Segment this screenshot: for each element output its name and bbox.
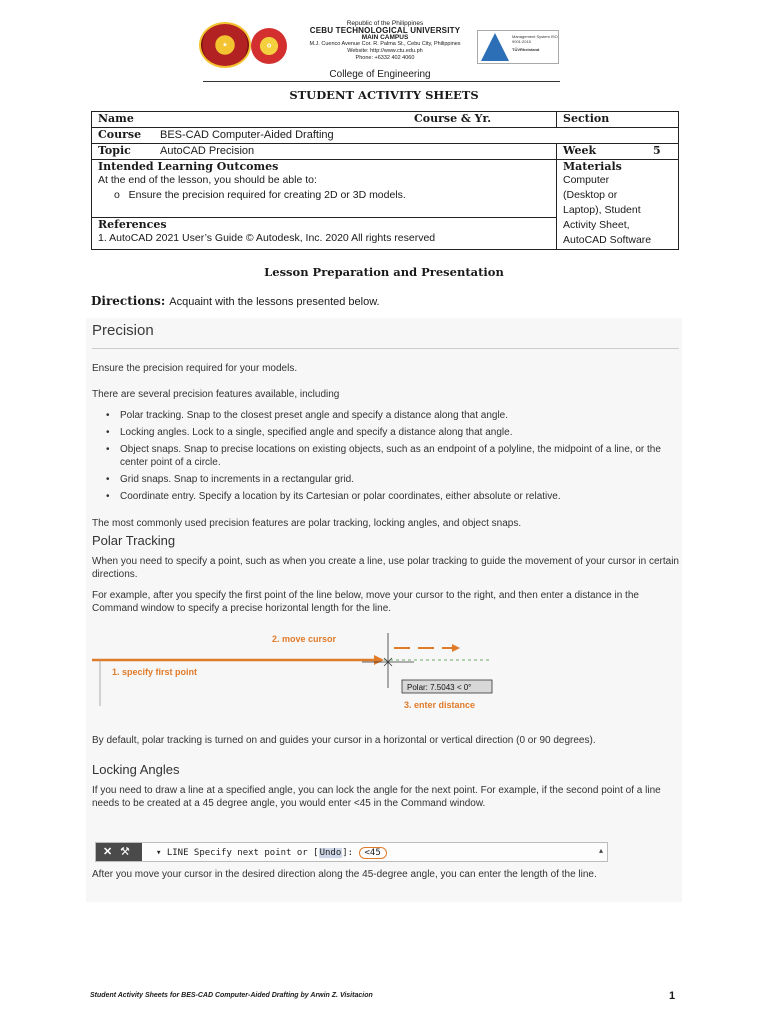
ilo-cell: [92, 160, 557, 218]
topic-row: [92, 144, 557, 160]
polar-tracking-heading: Polar Tracking: [92, 533, 176, 548]
course-label: Course: [98, 128, 142, 141]
directions-label: Directions:: [91, 294, 166, 308]
command-prompt[interactable]: [156, 847, 387, 859]
course-row: [92, 128, 678, 144]
heading-divider: [92, 348, 679, 349]
university-header: [290, 20, 480, 62]
republic-line: Republic of the Philippines: [346, 20, 424, 27]
ilo-item-text: Ensure the precision required for creating 2D or 3D models.: [128, 189, 406, 201]
address-line: M.J. Cuenco Avenue Cor. R. Palma St., Cebu City, Philippines: [309, 41, 461, 47]
list-item: • Object snaps. Snap to precise locations on existing objects, such as an endpoint of a polyline, the midpoint of a line, or the center point of a circle.: [106, 443, 676, 469]
command-suffix: ]:: [342, 848, 354, 858]
website-line: Website: http://www.ctu.edu.ph: [347, 48, 423, 54]
materials-line: (Desktop or: [563, 189, 618, 201]
locking-paragraph-2: After you move your cursor in the desired direction along the 45-degree angle, you can enter the length of the line.: [92, 869, 597, 880]
scroll-up-icon[interactable]: ▴: [598, 846, 603, 855]
precision-features-list: [106, 409, 676, 507]
wrench-icon[interactable]: ⚒: [120, 846, 130, 858]
list-item: • Grid snaps. Snap to increments in a rectangular grid.: [106, 473, 676, 486]
week-cell: [557, 144, 678, 160]
ilo-item: [98, 188, 556, 203]
materials-label: Materials: [563, 160, 622, 173]
ilo-marker: o: [114, 189, 120, 201]
materials-line: AutoCAD Software: [563, 234, 652, 246]
lesson-title: Lesson Preparation and Presentation: [264, 265, 504, 279]
autocad-command-line: [95, 842, 608, 862]
command-prefix: ▾ LINE Specify next point or [: [156, 848, 319, 858]
week-label: Week: [563, 144, 597, 157]
polar-paragraph-3: By default, polar tracking is turned on and guides your cursor in a horizontal or vertical direction (0 or 90 degrees).: [92, 735, 596, 746]
name-label: Name: [98, 112, 134, 125]
ilo-intro: At the end of the lesson, you should be able to:: [98, 174, 317, 186]
common-features-paragraph: The most commonly used precision features are polar tracking, locking angles, and object snaps.: [92, 518, 522, 529]
university-name: CEBU TECHNOLOGICAL UNIVERSITY: [309, 26, 461, 35]
materials-line: Computer: [563, 174, 610, 186]
close-icon[interactable]: ✕: [103, 846, 113, 858]
references-label: References: [98, 218, 167, 231]
ctu-seal-logo: ★: [199, 22, 251, 68]
page-footer-text: Student Activity Sheets for BES-CAD Computer-Aided Drafting by Arwin Z. Visitacion: [90, 992, 373, 999]
dash-arrow-head: [452, 644, 460, 652]
college-name: College of Engineering: [329, 69, 431, 80]
phone-line: Phone: +6332 402 4060: [355, 55, 415, 61]
materials-line: Activity Sheet,: [563, 219, 630, 231]
list-item: • Coordinate entry. Specify a location by its Cartesian or polar coordinates, either absolute or relative.: [106, 490, 676, 503]
name-row: [92, 112, 557, 128]
ilo-label: Intended Learning Outcomes: [98, 160, 279, 173]
intro-paragraph-2: There are several precision features available, including: [92, 389, 340, 400]
locking-paragraph-1: If you need to draw a line at a specified angle, you can lock the angle for the next point. For example, if the second point of a line needs to be created at a 45 degree angle, you would enter <45 in the Command window.: [92, 785, 661, 809]
intro-paragraph-1: Ensure the precision required for your models.: [92, 363, 298, 374]
course-yr-label: Course & Yr.: [414, 112, 492, 125]
reference-item: 1. AutoCAD 2021 User’s Guide © Autodesk, Inc. 2020 All rights reserved: [98, 232, 436, 244]
directions: [91, 294, 380, 308]
tuv-certification-badge: [477, 30, 559, 64]
page-title: STUDENT ACTIVITY SHEETS: [289, 88, 479, 102]
list-item: • Locking angles. Lock to a single, specified angle and specify a distance along that angle.: [106, 426, 676, 439]
precision-heading: Precision: [92, 322, 154, 339]
section-cell: [557, 112, 678, 128]
locking-angles-heading: Locking Angles: [92, 762, 180, 777]
topic-value: AutoCAD Precision: [160, 145, 255, 157]
tuv-triangle-icon: [481, 33, 509, 61]
polar-paragraph-2: For example, after you specify the first point of the line below, move your cursor to the right, and then enter a distance in the Command window to specify a precise horizontal length for the line.: [92, 590, 639, 614]
list-item: • Polar tracking. Snap to the closest preset angle and specify a distance along that angle.: [106, 409, 676, 422]
header-divider: [203, 81, 560, 82]
enter-distance-label: 3. enter distance: [404, 700, 476, 710]
angle-entry: <45: [359, 847, 387, 859]
polar-paragraph-1: When you need to specify a point, such as when you create a line, use polar tracking to guide the movement of your cursor in certain directions.: [92, 556, 679, 580]
activity-info-table: [91, 111, 679, 250]
materials-cell: [557, 160, 678, 249]
topic-label: Topic: [98, 144, 131, 157]
directions-text: Acquaint with the lessons presented below.: [169, 296, 380, 308]
specify-first-point-label: 1. specify first point: [112, 667, 198, 677]
polar-readout: Polar: 7.5043 < 0°: [407, 683, 472, 692]
references-cell: [92, 218, 557, 249]
week-value: 5: [653, 144, 661, 157]
campus-name: MAIN CAMPUS: [361, 34, 409, 41]
section-label: Section: [563, 112, 610, 125]
course-value: BES-CAD Computer-Aided Drafting: [160, 129, 334, 141]
polar-tracking-diagram: [92, 628, 512, 728]
arrow-head: [374, 655, 384, 665]
move-cursor-label: 2. move cursor: [272, 634, 337, 644]
undo-option[interactable]: Undo: [319, 848, 342, 858]
asean-logo: ✿: [251, 28, 287, 64]
materials-line: Laptop), Student: [563, 204, 641, 216]
tuv-badge-text: Management System ISO 9001:2015 TÜVRheinland: [512, 34, 558, 52]
command-toolbar: [96, 843, 142, 861]
page-number: 1: [669, 990, 676, 1002]
